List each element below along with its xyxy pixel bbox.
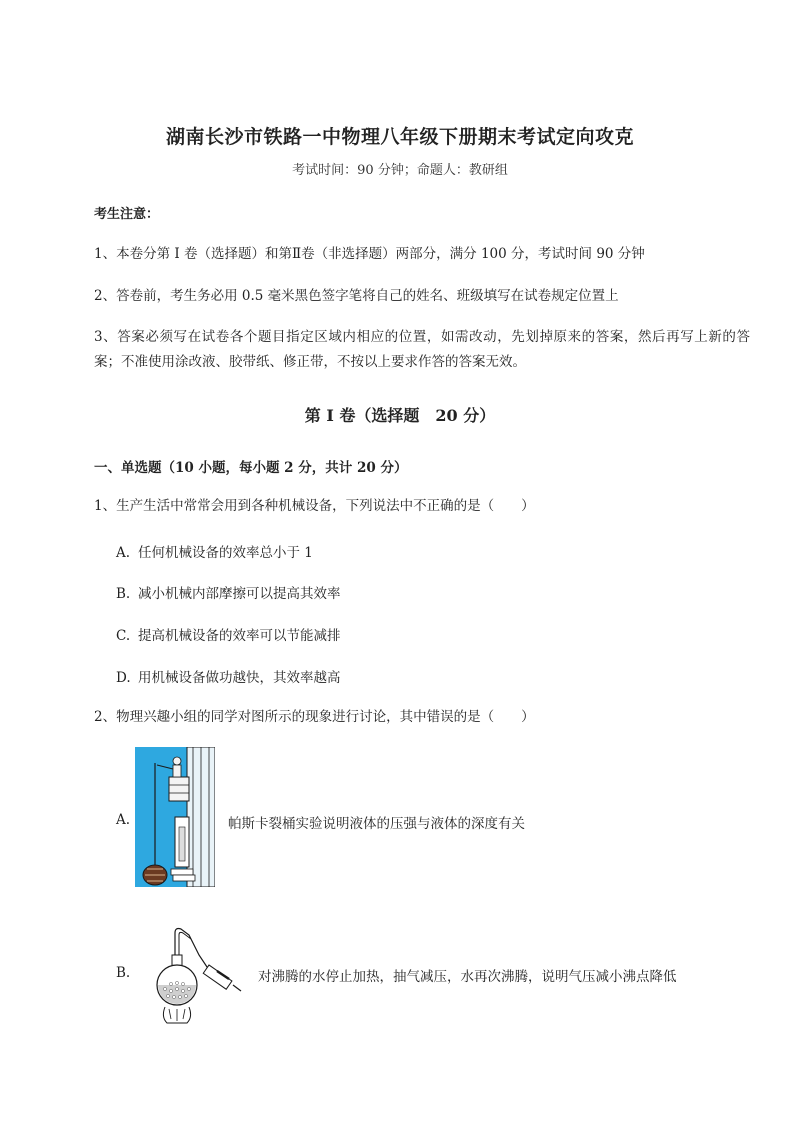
exam-info: 考试时间：90 分钟；命题人：教研组 (292, 163, 508, 178)
option-text: 帕斯卡裂桶实验说明液体的压强与液体的深度有关 (228, 816, 525, 832)
flask-syringe-figure (145, 925, 245, 1025)
option-letter: C. (116, 628, 131, 644)
notice-item: 1、本卷分第 I 卷（选择题）和第Ⅱ卷（非选择题）两部分，满分 100 分，考试时间 90 分钟 (94, 246, 645, 262)
option-text: 提高机械设备的效率可以节能减排 (138, 628, 341, 644)
section-title: 第 I 卷（选择题 20 分） (304, 406, 496, 425)
notice-item: 2、答卷前，考生务必用 0.5 毫米黑色签字笔将自己的姓名、班级填写在试卷规定位置上 (94, 288, 619, 304)
question-stem: 2、物理兴趣小组的同学对图所示的现象进行讨论，其中错误的是（ ） (94, 709, 535, 725)
answer-option[interactable] (116, 624, 341, 644)
notice-item: 3、答案必须写在试卷各个题目指定区域内相应的位置，如需改动，先划掉原来的答案，然后再写上新的答案；不准使用涂改液、胶带纸、修正带，不按以上要求作答的答案无效。 (94, 329, 750, 370)
question-stem: 1、生产生活中常常会用到各种机械设备，下列说法中不正确的是（ ） (94, 498, 535, 514)
option-text: 用机械设备做功越快，其效率越高 (138, 670, 341, 686)
option-text: 对沸腾的水停止加热，抽气减压，水再次沸腾，说明气压减小沸点降低 (258, 969, 677, 985)
pascal-barrel-figure (135, 747, 215, 887)
option-letter: A. (116, 545, 131, 561)
page-title: 湖南长沙市铁路一中物理八年级下册期末考试定向攻克 (165, 126, 634, 148)
option-letter: D. (116, 670, 131, 686)
option-text: 任何机械设备的效率总小于 1 (138, 545, 313, 561)
answer-option[interactable] (116, 666, 341, 686)
question-group-heading: 一、单选题（10 小题，每小题 2 分，共计 20 分） (94, 460, 408, 476)
option-text: 减小机械内部摩擦可以提高其效率 (138, 586, 341, 602)
option-letter[interactable]: B. (116, 965, 131, 981)
option-letter[interactable]: A. (116, 812, 131, 828)
option-letter: B. (116, 586, 131, 602)
answer-option[interactable] (116, 541, 313, 561)
notice-heading: 考生注意： (94, 207, 160, 222)
answer-option[interactable] (116, 582, 341, 602)
